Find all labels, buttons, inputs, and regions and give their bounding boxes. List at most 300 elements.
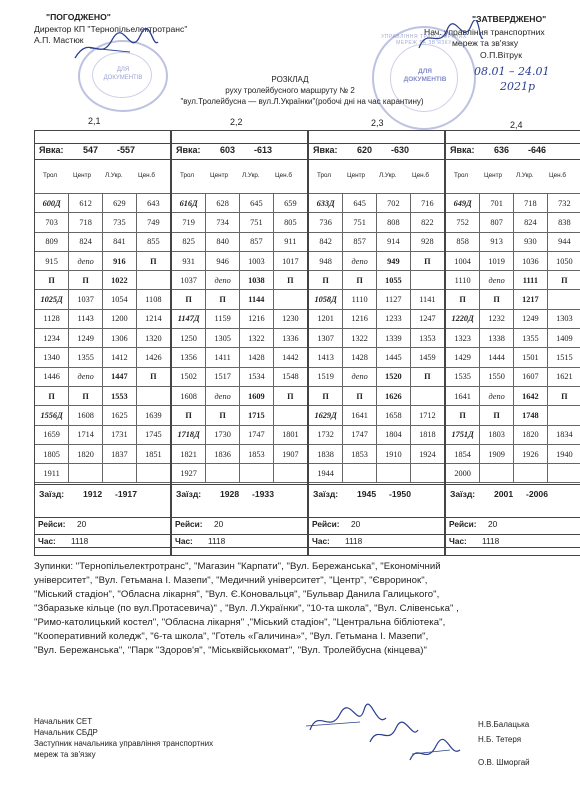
table-cell: 807 [480, 213, 514, 232]
table-row [172, 444, 307, 463]
table-row [309, 348, 444, 367]
table-row [35, 444, 170, 463]
table-cell: 1234 [35, 329, 69, 348]
zaizd-time-end: -1933 [252, 489, 274, 499]
document-stamp-right: ДЛЯ ДОКУМЕНТІВ УПРАВЛІННЯ ТРАНСПОРТНИХ МЕРЕЖ ТА ЗВ'ЯЗКУ [372, 26, 476, 130]
table-cell: депо [206, 386, 240, 405]
table-cell: П [547, 386, 580, 405]
table-cell: 1715 [240, 406, 274, 425]
table-cell: 1220Д [446, 309, 480, 328]
table-row [309, 425, 444, 444]
table-cell: 1249 [69, 329, 103, 348]
table-row [309, 251, 444, 270]
table-cell: П [547, 271, 580, 290]
table-cell: 1247 [410, 309, 444, 328]
table-cell: 1214 [136, 309, 170, 328]
table-cell: 1147Д [172, 309, 206, 328]
time-row [309, 534, 444, 548]
table-cell: 858 [446, 232, 480, 251]
block-id-2-1: 2,1 [88, 116, 101, 126]
table-cell: П [69, 386, 103, 405]
zaizd-time: 1945 [357, 489, 377, 499]
zaizd-label: Заїзд: [313, 489, 339, 499]
table-row [309, 464, 444, 483]
table-cell: 749 [136, 213, 170, 232]
table-row [446, 213, 580, 232]
table-cell: 718 [69, 213, 103, 232]
table-cell: 1323 [446, 329, 480, 348]
column-header: Цен.б [412, 172, 429, 179]
block-start-row [309, 142, 444, 160]
yava-time-end: -557 [117, 145, 136, 155]
table-cell: П [410, 367, 444, 386]
table-cell: 1853 [343, 444, 377, 463]
table-cell [547, 290, 580, 309]
block-id-2-3: 2,3 [371, 118, 384, 128]
table-row [172, 329, 307, 348]
table-cell: 1306 [103, 329, 137, 348]
table-cell: 1413 [309, 348, 343, 367]
table-cell: 1553 [103, 386, 137, 405]
column-headers [446, 159, 580, 194]
table-cell: 1054 [103, 290, 137, 309]
table-cell: 701 [480, 194, 514, 213]
table-row [35, 251, 170, 270]
table-row [35, 367, 170, 386]
table-cell: 1017 [273, 251, 307, 270]
table-cell: 734 [206, 213, 240, 232]
zaizd-time: 2001 [494, 489, 514, 499]
table-cell [273, 464, 307, 483]
table-cell: 1853 [240, 444, 274, 463]
table-cell: 1909 [480, 444, 514, 463]
table-cell: 1838 [309, 444, 343, 463]
table-cell: 1804 [377, 425, 411, 444]
table-cell: 1836 [206, 444, 240, 463]
table-row [35, 194, 170, 213]
table-cell: 808 [377, 213, 411, 232]
table-cell: 1339 [377, 329, 411, 348]
table-cell: 1732 [309, 425, 343, 444]
stops-line: "Кооперативний коледж", "6-та школа", "Готель «Галичина»", "Вул. Гетьмана І. Мазепи", [34, 631, 429, 642]
table-cell: 702 [377, 194, 411, 213]
table-cell: 1200 [103, 309, 137, 328]
table-cell: 1517 [206, 367, 240, 386]
schedule-block [34, 130, 171, 556]
column-header: Цен.б [275, 172, 292, 179]
table-cell [547, 406, 580, 425]
table-cell: 825 [172, 232, 206, 251]
table-cell: 1805 [35, 444, 69, 463]
table-cell [136, 271, 170, 290]
signatory-title: мереж та зв'язку [34, 750, 96, 759]
table-cell: 842 [309, 232, 343, 251]
yava-label: Явка: [450, 145, 475, 155]
table-cell: 1356 [172, 348, 206, 367]
table-cell: депо [69, 367, 103, 386]
table-cell: 1038 [240, 271, 274, 290]
table-cell: 659 [273, 194, 307, 213]
table-cell: 1446 [35, 367, 69, 386]
table-cell: П [35, 271, 69, 290]
table-cell: 1353 [410, 329, 444, 348]
table-cell: 1426 [136, 348, 170, 367]
table-cell: 1714 [69, 425, 103, 444]
time-label: Час: [175, 536, 193, 546]
table-row [309, 444, 444, 463]
table-cell: 946 [206, 251, 240, 270]
table-cell: 1818 [410, 425, 444, 444]
table-cell: 1412 [103, 348, 137, 367]
table-cell: 1019 [480, 251, 514, 270]
table-cell: 1718Д [172, 425, 206, 444]
table-cell: 1751Д [446, 425, 480, 444]
table-row [35, 406, 170, 425]
table-row [35, 329, 170, 348]
table-row [172, 309, 307, 328]
column-header: Трол [180, 172, 195, 179]
table-row [309, 386, 444, 405]
column-header: Л.Укр. [242, 172, 260, 179]
table-cell [69, 464, 103, 483]
schedule-block [171, 130, 308, 556]
table-row [446, 290, 580, 309]
block-end-row [446, 484, 580, 502]
table-cell: 911 [273, 232, 307, 251]
time-row [35, 534, 170, 548]
table-cell [410, 386, 444, 405]
column-header: Центр [484, 172, 503, 179]
table-cell [547, 464, 580, 483]
time-row [172, 534, 307, 548]
table-cell: 809 [35, 232, 69, 251]
table-cell: депо [69, 251, 103, 270]
table-cell: 822 [410, 213, 444, 232]
table-cell: депо [480, 271, 514, 290]
table-cell: 736 [309, 213, 343, 232]
block-start-row [35, 142, 170, 160]
schedule-table [35, 193, 170, 483]
table-cell: 1338 [480, 329, 514, 348]
table-cell: 1320 [136, 329, 170, 348]
stops-line: "Вул. Бережанська", "Парк "Здоров'я", "Міськвійськкомат", "Вул. Тролейбусна (кінцева)" [34, 645, 427, 656]
table-cell: 1515 [547, 348, 580, 367]
table-cell: 1036 [514, 251, 548, 270]
table-row [172, 194, 307, 213]
table-cell: 944 [547, 232, 580, 251]
table-row [35, 213, 170, 232]
table-row [309, 406, 444, 425]
block-start-row [172, 142, 307, 160]
table-cell: 751 [240, 213, 274, 232]
table-cell: 1854 [446, 444, 480, 463]
time-total: 1118 [208, 536, 226, 546]
table-cell: депо [343, 251, 377, 270]
table-cell: 1821 [172, 444, 206, 463]
table-cell: 931 [172, 251, 206, 270]
table-cell: 1128 [35, 309, 69, 328]
table-cell: 1322 [343, 329, 377, 348]
table-cell: 629 [103, 194, 137, 213]
table-cell: 716 [410, 194, 444, 213]
signatory-name: Н.В.Балацька [478, 720, 530, 729]
trips-label: Рейси: [449, 519, 477, 529]
table-row [172, 367, 307, 386]
time-label: Час: [449, 536, 467, 546]
table-cell: П [410, 251, 444, 270]
approval-right-line3: О.П.Вітрук [480, 50, 522, 60]
column-headers [172, 159, 307, 194]
table-cell: П [343, 271, 377, 290]
column-header: Цен.б [549, 172, 566, 179]
table-cell: 948 [309, 251, 343, 270]
zaizd-time: 1912 [83, 489, 103, 499]
trips-row [309, 517, 444, 530]
table-cell: 840 [206, 232, 240, 251]
table-cell: 1534 [240, 367, 274, 386]
table-cell: 1609 [240, 386, 274, 405]
table-cell: 930 [514, 232, 548, 251]
block-id-2-4: 2,4 [510, 120, 523, 130]
table-cell: 857 [240, 232, 274, 251]
table-cell: 1322 [240, 329, 274, 348]
table-cell: 1447 [103, 367, 137, 386]
table-cell: 718 [514, 194, 548, 213]
table-row [35, 348, 170, 367]
trips-row [172, 517, 307, 530]
table-cell: 1924 [410, 444, 444, 463]
table-cell: 1216 [343, 309, 377, 328]
table-cell [410, 464, 444, 483]
table-cell: 1409 [547, 329, 580, 348]
trips-row [35, 517, 170, 530]
zaizd-time: 1928 [220, 489, 240, 499]
table-cell: 600Д [35, 194, 69, 213]
table-cell: 1837 [103, 444, 137, 463]
table-cell: 1058Д [309, 290, 343, 309]
stops-list [34, 560, 574, 658]
signature-scribbles [300, 700, 470, 775]
table-cell: 1428 [240, 348, 274, 367]
table-row [309, 309, 444, 328]
schedule-route: "вул.Тролейбусна — вул.Л.Українки"(робочі дні на час карантину) [180, 97, 424, 106]
schedule-title: РОЗКЛАД [271, 75, 309, 84]
yava-time-end: -646 [528, 145, 547, 155]
table-cell [240, 464, 274, 483]
approval-right-line1: Нач. управління транспортних [424, 27, 545, 37]
trips-count: 20 [214, 519, 224, 529]
column-header: Цен.б [138, 172, 155, 179]
table-row [172, 406, 307, 425]
table-cell: 1907 [273, 444, 307, 463]
table-cell: 1621 [547, 367, 580, 386]
column-headers [309, 159, 444, 194]
table-cell [136, 464, 170, 483]
schedule-table [309, 193, 444, 483]
table-row [35, 425, 170, 444]
table-cell [206, 464, 240, 483]
yava-time: 620 [357, 145, 373, 155]
table-row [35, 271, 170, 290]
table-cell: 1731 [103, 425, 137, 444]
table-row [172, 290, 307, 309]
table-cell: 1340 [35, 348, 69, 367]
table-cell: 1037 [69, 290, 103, 309]
table-cell: 1429 [446, 348, 480, 367]
table-cell: 732 [547, 194, 580, 213]
table-cell: 1444 [480, 348, 514, 367]
table-cell: 1143 [69, 309, 103, 328]
table-cell: 633Д [309, 194, 343, 213]
table-cell: 1003 [240, 251, 274, 270]
table-cell: П [172, 406, 206, 425]
table-row [172, 251, 307, 270]
schedule-table [172, 193, 307, 483]
table-cell: 1535 [446, 367, 480, 386]
table-cell: П [343, 386, 377, 405]
table-cell: 1834 [547, 425, 580, 444]
table-row [446, 348, 580, 367]
time-row [446, 534, 580, 548]
table-cell: 1037 [172, 271, 206, 290]
table-cell: депо [480, 386, 514, 405]
schedule-subtitle: руху тролейбусного маршруту № 2 [225, 86, 355, 95]
block-end-row [35, 484, 170, 502]
table-cell: 1626 [377, 386, 411, 405]
table-cell: 1305 [206, 329, 240, 348]
approval-left-title: "ПОГОДЖЕНО" [46, 12, 111, 22]
table-cell: 1801 [273, 425, 307, 444]
column-header: Трол [43, 172, 58, 179]
table-cell: 838 [547, 213, 580, 232]
table-cell: 643 [136, 194, 170, 213]
table-cell: 1641 [446, 386, 480, 405]
table-cell: 645 [343, 194, 377, 213]
approval-right-line2: мереж та зв'язку [452, 38, 519, 48]
signatory-title: Начальник СБДР [34, 728, 98, 737]
table-row [309, 271, 444, 290]
table-row [309, 290, 444, 309]
table-cell: 1927 [172, 464, 206, 483]
table-cell: 1712 [410, 406, 444, 425]
table-cell: 1608 [69, 406, 103, 425]
table-cell: 1502 [172, 367, 206, 386]
table-cell: 841 [103, 232, 137, 251]
table-cell: 1459 [410, 348, 444, 367]
table-cell: 1445 [377, 348, 411, 367]
table-cell: 1230 [273, 309, 307, 328]
table-cell: 1641 [343, 406, 377, 425]
table-cell: 1108 [136, 290, 170, 309]
table-cell: 612 [69, 194, 103, 213]
table-cell: 1851 [136, 444, 170, 463]
table-cell [410, 271, 444, 290]
head-signature [415, 20, 485, 60]
signatory-name: О.В. Шморгай [478, 758, 530, 767]
zaizd-time-end: -2006 [526, 489, 548, 499]
block-start-row [446, 142, 580, 160]
table-cell: 1201 [309, 309, 343, 328]
approval-year-handwritten: 2021р [500, 80, 536, 93]
table-cell: 1730 [206, 425, 240, 444]
table-cell: 616Д [172, 194, 206, 213]
table-cell: 719 [172, 213, 206, 232]
table-cell: 1110 [446, 271, 480, 290]
table-row [35, 232, 170, 251]
table-cell: 913 [480, 232, 514, 251]
time-total: 1118 [71, 536, 89, 546]
table-row [309, 329, 444, 348]
approval-left-line2: А.П. Мастюк [34, 35, 84, 45]
table-cell: П [309, 271, 343, 290]
table-cell: 1548 [273, 367, 307, 386]
trips-label: Рейси: [175, 519, 203, 529]
table-cell: П [206, 290, 240, 309]
table-row [172, 386, 307, 405]
time-label: Час: [38, 536, 56, 546]
zaizd-time-end: -1917 [115, 489, 137, 499]
trips-label: Рейси: [312, 519, 340, 529]
table-row [172, 425, 307, 444]
table-row [446, 251, 580, 270]
table-row [35, 464, 170, 483]
table-cell: 1520 [377, 367, 411, 386]
table-row [446, 309, 580, 328]
table-cell: 1659 [35, 425, 69, 444]
block-id-2-2: 2,2 [230, 117, 243, 127]
time-total: 1118 [345, 536, 363, 546]
table-cell: П [172, 290, 206, 309]
table-cell: П [309, 386, 343, 405]
signatory-title: Заступник начальника управління транспортних [34, 739, 214, 748]
table-cell: 1748 [514, 406, 548, 425]
trips-row [446, 517, 580, 530]
table-cell: 751 [343, 213, 377, 232]
table-cell: П [446, 290, 480, 309]
table-cell: П [480, 406, 514, 425]
table-cell [273, 406, 307, 425]
table-cell: 703 [35, 213, 69, 232]
table-cell: 752 [446, 213, 480, 232]
table-row [172, 464, 307, 483]
yava-time-end: -630 [391, 145, 410, 155]
table-cell: 1442 [273, 348, 307, 367]
block-end-row [309, 484, 444, 502]
table-cell: 1607 [514, 367, 548, 386]
table-cell: 1307 [309, 329, 343, 348]
table-cell: 1747 [343, 425, 377, 444]
table-cell: 914 [377, 232, 411, 251]
table-cell: 1141 [410, 290, 444, 309]
table-row [172, 213, 307, 232]
table-cell: 928 [410, 232, 444, 251]
table-cell: 1111 [514, 271, 548, 290]
table-row [172, 271, 307, 290]
table-cell: 1803 [480, 425, 514, 444]
column-header: Центр [210, 172, 229, 179]
yava-label: Явка: [39, 145, 64, 155]
table-row [446, 425, 580, 444]
trips-label: Рейси: [38, 519, 66, 529]
zaizd-time-end: -1950 [389, 489, 411, 499]
table-cell: 805 [273, 213, 307, 232]
column-header: Центр [73, 172, 92, 179]
table-cell: депо [206, 271, 240, 290]
table-cell: 1110 [343, 290, 377, 309]
table-row [446, 464, 580, 483]
table-cell: П [273, 386, 307, 405]
table-cell [136, 386, 170, 405]
